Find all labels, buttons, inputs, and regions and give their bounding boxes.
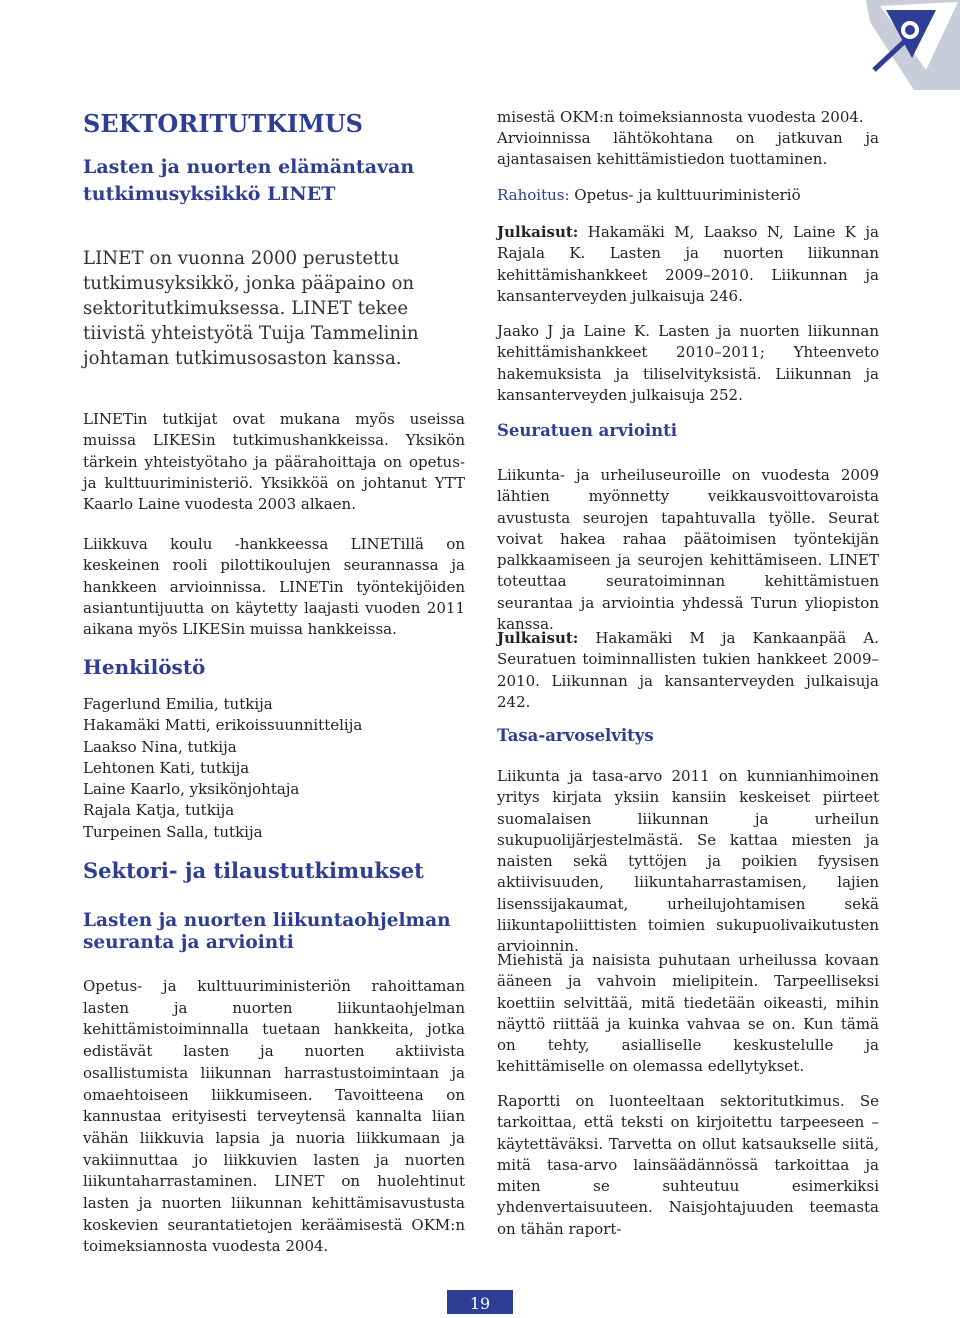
publication-2: Jaako J ja Laine K. Lasten ja nuorten liikunnan kehittämishankkeet 2010–2011; Yhteenveto hakemuksista ja tiliselvityksistä. Liikunnan ja kansanterveyden julkaisuja 252. xyxy=(497,322,879,404)
program-heading-line: Lasten ja nuorten liikuntaohjelman xyxy=(83,910,451,931)
program-heading-line: seuranta ja arviointi xyxy=(83,932,294,953)
funding-text: Opetus- ja kulttuuriministeriö xyxy=(574,186,801,204)
continuation-text: misestä OKM:n toimeksiannosta vuodesta 2004. xyxy=(497,108,864,126)
publication-label: Julkaisut: xyxy=(497,223,579,241)
intro-line: tiivistä yhteistyötä Tuija Tammelinin xyxy=(83,323,419,344)
intro-line: johtaman tutkimusosaston kanssa. xyxy=(83,348,402,369)
unit-title-line: Lasten ja nuorten elämäntavan xyxy=(83,156,415,178)
funding-label: Rahoitus: xyxy=(497,186,570,204)
paragraph-linet-researchers: LINETin tutkijat ovat mukana myös useissa muissa LIKESin tutkimushankkeissa. Yksikön tärkein yhteistyötaho ja päärahoittaja on opetus- ja kulttuuriministeriö. Yksikköä on johtanut YTT Kaarlo Laine vuodesta 2003 alkaen. xyxy=(83,410,465,514)
staff-item: Lehtonen Kati, tutkija xyxy=(83,758,250,777)
intro-text xyxy=(83,246,419,371)
equality-heading: Tasa-arvoselvitys xyxy=(497,726,654,745)
page-title: SEKTORITUTKIMUS xyxy=(83,109,363,138)
club-heading: Seuratuen arviointi xyxy=(497,421,678,440)
funding-line xyxy=(497,185,879,206)
evaluation-text: Arvioinnissa lähtökohtana on jatkuvan ja ajantasaisen kehittämistiedon tuottaminen. xyxy=(497,129,879,169)
paragraph-liikkuva-koulu: Liikkuva koulu -hankkeessa LINETillä on keskeinen rooli pilottikoulujen seurannassa ja hankkeen arvioinnissa. LINETin työntekijöiden asiantuntijuutta on käytetty laajasti vuoden 2011 aikana myös LIKESin muissa hankkeissa. xyxy=(83,535,465,639)
staff-item: Turpeinen Salla, tutkija xyxy=(83,822,263,841)
publication-label: Julkaisut: xyxy=(497,629,579,647)
left-column xyxy=(83,0,465,1314)
paragraph-program: Opetus- ja kulttuuriministeriön rahoittaman lasten ja nuorten liikuntaohjelman kehittämistoiminnalla tuetaan hankkeita, jotka edistävät lasten ja nuorten aktiivista osallistumista liikunnan harrastustoimintaan ja omaehtoiseen liikkumiseen. Tavoitteena on kannustaa erityisesti terveytensä kannalta liian vähän liikkuvia lapsia ja nuoria liikkumaan ja vakiinnuttaa jo liikkuvien lasten ja nuorten liikuntaharrastaminen. LINET on huolehtinut lasten ja nuorten liikunnan kehittämisavustusta koskevien seurantatietojen keräämisestä OKM:n toimeksiannosta vuodesta 2004. xyxy=(83,977,465,1256)
program-heading xyxy=(83,910,451,954)
staff-list xyxy=(83,694,465,843)
paragraph-equality-1: Liikunta ja tasa-arvo 2011 on kunnianhimoinen yritys kirjata yksiin kansiin keskeiset piirteet suomalaisen liikunnan ja urheilun sukupuolijärjestelmästä. Se kattaa miesten ja naisten sekä tyttöjen ja poikien fyysisen aktiivisuuden, liikuntaharrastamisen, lajien lisenssijakaumat, urheilujohtamisen sekä liikuntapoliittisten toimien sukupuolivaikutusten arvioinnin. xyxy=(497,767,879,956)
intro-line: sektoritutkimuksessa. LINET tekee xyxy=(83,298,409,319)
intro-line: tutkimusyksikkö, jonka pääpaino on xyxy=(83,273,415,294)
publication-text: Hakamäki M, Laakso N, Laine K ja Rajala K. Lasten ja nuorten liikunnan kehittämishankkeet 2009–2010. Liikunnan ja kansanterveyden julkaisuja 246. xyxy=(497,223,879,305)
paragraph-equality-3: Raportti on luonteeltaan sektoritutkimus. Se tarkoittaa, että teksti on kirjoitettu tarpeeseen – käytettäväksi. Tarvetta on ollut katsaukselle siitä, mitä tasa-arvo lainsäädännössä tarkoittaa ja miten se suhteutuu esimerkiksi yhdenvertaisuuteen. Naisjohtajuuden teemasta on tähän raport- xyxy=(497,1092,879,1238)
staff-item: Fagerlund Emilia, tutkija xyxy=(83,695,273,713)
staff-item: Laine Kaarlo, yksikönjohtaja xyxy=(83,780,300,799)
staff-item: Laakso Nina, tutkija xyxy=(83,737,237,756)
staff-heading: Henkilöstö xyxy=(83,655,206,679)
publication-1 xyxy=(497,222,879,307)
paragraph-equality-2: Miehistä ja naisista puhutaan urheilussa kovaan ääneen ja vahvoin mielipitein. Tarpeelliseksi koettiin selvittää, mitä tiedetään oikeasti, mihin näyttö riittää ja kuinka vahvaa se on. Kun tämä on tehty, asialliselle keskustelulle ja kehittämiselle on olemassa edellytykset. xyxy=(497,951,879,1076)
publication-3 xyxy=(497,628,879,713)
sector-heading: Sektori- ja tilaustutkimukset xyxy=(83,858,424,883)
intro-line: LINET on vuonna 2000 perustettu xyxy=(83,248,400,269)
staff-item: Hakamäki Matti, erikoissuunnittelija xyxy=(83,716,363,735)
unit-title xyxy=(83,154,414,208)
likes-logo-icon xyxy=(866,0,960,90)
publication-text: Hakamäki M ja Kankaanpää A. Seuratuen toiminnallisten tukien hankkeet 2009–2010. Liikunnan ja kansanterveyden julkaisuja 242. xyxy=(497,629,879,711)
paragraph-club: Liikunta- ja urheiluseuroille on vuodesta 2009 lähtien myönnetty veikkausvoittovaroista avustusta seurojen tapahtuvalla työlle. Seurat voivat hakea rahaa päätoimisen työntekijän palkkaamiseen ja seurojen kehittämiseen. LINET toteuttaa seuratoiminnan kehittämistuen seurantaa ja arviointia yhdessä Turun yliopiston kanssa. xyxy=(497,466,879,634)
right-column xyxy=(497,0,879,1314)
unit-title-line: tutkimusyksikkö LINET xyxy=(83,183,336,205)
page-number: 19 xyxy=(447,1290,513,1314)
staff-item: Rajala Katja, tutkija xyxy=(83,801,235,820)
